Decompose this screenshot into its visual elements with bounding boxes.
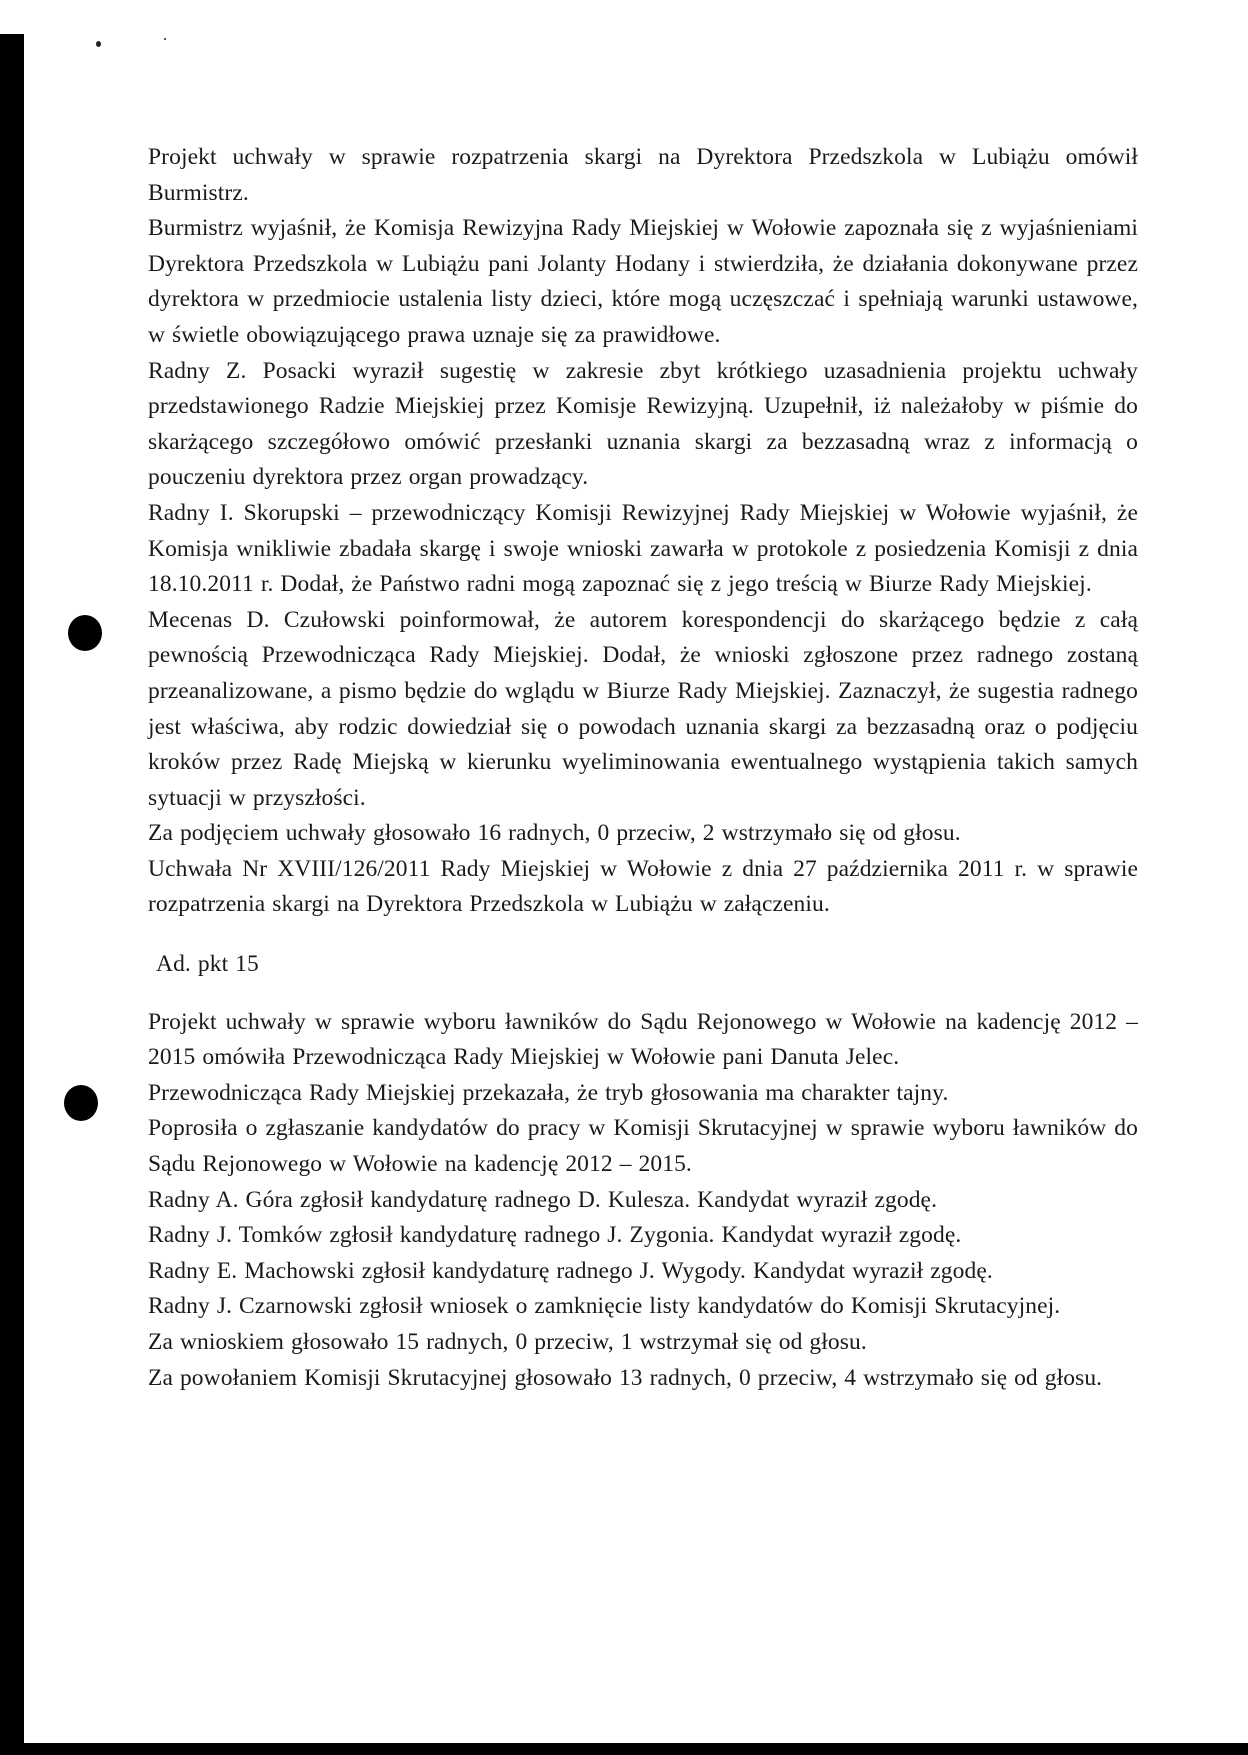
paragraph-candidate-kulesza: Radny A. Góra zgłosił kandydaturę radnego D. Kulesza. Kandydat wyraził zgodę. — [148, 1186, 938, 1213]
paragraph-lay-judges-project: Projekt uchwały w sprawie wyboru ławników do Sądu Rejonowego w Wołowie na kadencję 2012 – 2015 omówiła Przewodnicząca Rady Miejskiej w Wołowie pani Danuta Jelec. — [148, 1008, 1138, 1071]
paragraph-resolution: Uchwała Nr XVIII/126/2011 Rady Miejskiej w Wołowie z dnia 27 października 2011 r. w sprawie rozpatrzenia skargi na Dyrektora Przedszkola w Lubiążu w załączeniu. — [148, 855, 1138, 918]
paragraph-mayor-explanation: Burmistrz wyjaśnił, że Komisja Rewizyjna Rady Miejskiej w Wołowie zapoznała się z wyjaśnieniami Dyrektora Przedszkola w Lubiążu pani Jolanty Hodany i stwierdziła, że działania dokonywane przez dyrektora w przedmiocie ustalenia listy dzieci, które mogą uczęszczać i spełniają warunki ustawowe, w świetle obowiązującego prawa uznaje się za prawidłowe. — [148, 215, 1138, 348]
paragraph-close-list-motion: Radny J. Czarnowski zgłosił wniosek o zamknięcie listy kandydatów do Komisji Skrutacyjnej. — [148, 1293, 1061, 1320]
scan-speck — [164, 38, 166, 40]
scan-bottom-edge — [0, 1743, 1248, 1755]
paragraph-project-complaint: Projekt uchwały w sprawie rozpatrzenia skargi na Dyrektora Przedszkola w Lubiążu omówił Burmistrz. — [148, 144, 1138, 206]
paragraph-czulowski: Mecenas D. Czułowski poinformował, że autorem korespondencji do skarżącego będzie z całą pewnością Przewodnicząca Rady Miejskiej. Dodał, że wnioski zgłoszone przez radnego zostaną przeanalizowane, a pismo będzie do wglądu w Biurze Rady Miejskiej. Zaznaczył, że sugestia radnego jest właściwa, aby rodzic dowiedział się o powodach uznania skargi za bezzasadną oraz o podjęciu kroków przez Radę Miejską w kierunku wyeliminowania ewentualnego wystąpienia takich samych sytuacji w przyszłości. — [148, 606, 1138, 811]
punch-hole-upper — [68, 615, 102, 651]
paragraph-posacki: Radny Z. Posacki wyraził sugestię w zakresie zbyt krótkiego uzasadnienia projektu uchwały przedstawionego Radzie Miejskiej przez Komisje Rewizyjną. Uzupełnił, iż należałoby w piśmie do skarżącego szczegółowo omówić przesłanki uznania skargi za bezzasadną wraz z informacją o pouczeniu dyrektora przez organ prowadzący. — [148, 357, 1138, 491]
paragraph-secret-ballot: Przewodnicząca Rady Miejskiej przekazała, że tryb głosowania ma charakter tajny. — [148, 1079, 949, 1106]
paragraph-vote-result: Za podjęciem uchwały głosowało 16 radnych, 0 przeciw, 2 wstrzymało się od głosu. — [148, 820, 961, 847]
scan-speck — [96, 41, 101, 47]
paragraph-motion-vote: Za wnioskiem głosowało 15 radnych, 0 przeciw, 1 wstrzymał się od głosu. — [148, 1329, 867, 1355]
paragraph-candidate-wygody: Radny E. Machowski zgłosił kandydaturę radnego J. Wygody. Kandydat wyraził zgodę. — [148, 1257, 993, 1284]
scan-left-edge — [0, 34, 24, 1755]
paragraph-commission-vote: Za powołaniem Komisji Skrutacyjnej głosowało 13 radnych, 0 przeciw, 4 wstrzymało się od głosu. — [148, 1364, 1103, 1391]
paragraph-skorupski: Radny I. Skorupski – przewodniczący Komisji Rewizyjnej Rady Miejskiej w Wołowie wyjaśnił, że Komisja wnikliwie zbadała skargę i swoje wnioski zawarła w protokole z posiedzenia Komisji z dnia 18.10.2011 r. Dodał, że Państwo radni mogą zapoznać się z jego treścią w Biurze Rady Miejskiej. — [148, 499, 1138, 598]
paragraph-candidate-zygonia: Radny J. Tomków zgłosił kandydaturę radnego J. Zygonia. Kandydat wyraził zgodę. — [148, 1222, 962, 1249]
paragraph-candidates-request: Poprosiła o zgłaszanie kandydatów do pracy w Komisji Skrutacyjnej w sprawie wyboru ławników do Sądu Rejonowego w Wołowie na kadencję 2012 – 2015. — [148, 1115, 1138, 1178]
document-body — [148, 140, 1138, 1396]
section-heading: Ad. pkt 15 — [156, 951, 259, 978]
punch-hole-lower — [64, 1085, 98, 1121]
